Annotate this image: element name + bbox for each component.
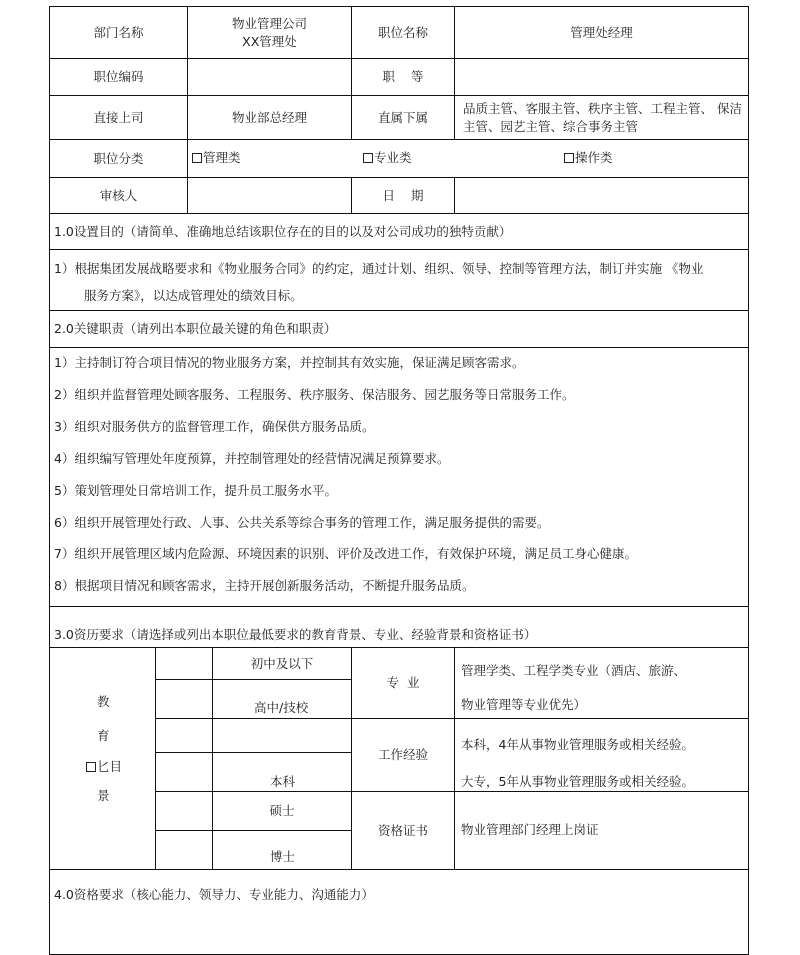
experience-label-cell: [351, 718, 455, 792]
edu-check-cell[interactable]: [155, 718, 213, 753]
code-label: 职位编码: [93, 69, 144, 84]
code-value-cell: [187, 58, 352, 96]
checkbox-icon[interactable]: [564, 153, 574, 163]
edu-level-cell: [212, 791, 352, 831]
section3-title: 3.0资历要求（请选择或列出本职位最低要求的教育背景、专业、经验背景和资格证书）: [54, 627, 537, 642]
experience-value-line2: 大专，5年从事物业管理服务或相关经验。: [461, 774, 694, 789]
section1-line2: 服务方案》，以达成管理处的绩效目标。: [84, 288, 303, 303]
duty-item: 8）根据项目情况和顾客需求，主持开展创新服务活动，不断提升服务品质。: [54, 578, 475, 593]
edu-level-cell: [212, 647, 352, 680]
superior-value: 物业部总经理: [231, 109, 307, 125]
position-name-label: 职位名称: [377, 24, 428, 40]
section2-title: 2.0关键职责（请列出本职位最关键的角色和职责）: [54, 321, 337, 336]
section2-content-cell: [49, 347, 749, 607]
position-name-label-cell: [351, 6, 455, 59]
code-label-cell: [49, 58, 188, 96]
category-operation: 操作类: [564, 150, 613, 166]
category-label-cell: [49, 139, 188, 178]
superior-label-cell: [49, 95, 188, 140]
edu-level-cell: [212, 830, 352, 870]
education-label-char: 育: [97, 728, 110, 743]
edu-level-cell: [212, 752, 352, 792]
certificate-value-cell: [454, 791, 749, 870]
grade-label-cell: [351, 58, 455, 96]
grade-value-cell: [454, 58, 749, 96]
section1-content-cell: [49, 249, 749, 311]
major-label: 专 业: [386, 675, 420, 690]
certificate-label: 资格证书: [377, 822, 428, 838]
edu-level-label: 博士: [270, 849, 296, 864]
edu-level-cell-empty: [212, 718, 352, 753]
education-label-char: 教: [97, 694, 110, 709]
section2-title-cell: [49, 310, 749, 348]
date-label: 日 期: [382, 187, 424, 203]
section1-line1: 1）根据集团发展战略要求和《物业服务合同》的约定，通过计划、组织、领导、控制等管理方法，制订并实施 《物业: [54, 261, 704, 276]
section4-title: 4.0资格要求（核心能力、领导力、专业能力、沟通能力）: [54, 887, 374, 902]
section4-title-cell: [49, 869, 749, 955]
certificate-value: 物业管理部门经理上岗证: [461, 822, 599, 837]
dept-value-cell: [187, 6, 352, 59]
education-label-cell: [49, 647, 156, 870]
position-name-value-cell: [454, 6, 749, 59]
duty-item: 6）组织开展管理处行政、人事、公共关系等综合事务的管理工作，满足服务提供的需要。: [54, 515, 550, 530]
edu-level-label: 本科: [270, 774, 296, 789]
date-label-cell: [351, 177, 455, 214]
reviewer-label-cell: [49, 177, 188, 214]
reviewer-label: 审核人: [99, 187, 138, 203]
category-management: 管理类: [192, 150, 241, 166]
superior-label: 直接上司: [93, 109, 144, 125]
subordinate-label: 直属下属: [377, 109, 428, 125]
edu-check-cell[interactable]: [155, 791, 213, 831]
education-label-char: 匕目: [86, 759, 122, 775]
category-label: 职位分类: [93, 150, 144, 166]
edu-check-cell[interactable]: [155, 647, 213, 680]
edu-check-cell[interactable]: [155, 752, 213, 792]
major-value-cell: [454, 647, 749, 719]
certificate-label-cell: [351, 791, 455, 870]
dept-label: 部门名称: [93, 24, 144, 40]
experience-value-cell: [454, 718, 749, 792]
duty-item: 1）主持制订符合项目情况的物业服务方案，并控制其有效实施，保证满足顾客需求。: [54, 355, 525, 370]
section3-title-cell: [49, 606, 749, 648]
subordinate-value: 品质主管、客服主管、秩序主管、工程主管、 保洁主管、园艺主管、综合事务主管: [463, 100, 742, 134]
major-label-cell: [351, 647, 455, 719]
duty-item: 4）组织编写管理处年度预算，并控制管理处的经营情况满足预算要求。: [54, 451, 450, 466]
edu-level-label: 初中及以下: [250, 655, 314, 671]
dept-value-line1: 物业管理公司: [231, 15, 307, 31]
edu-level-label: 高中/技校: [254, 700, 309, 715]
edu-check-cell[interactable]: [155, 830, 213, 870]
checkbox-icon[interactable]: [363, 153, 373, 163]
superior-value-cell: [187, 95, 352, 140]
major-value-line1: 管理学类、工程学类专业（酒店、旅游、: [461, 663, 687, 678]
checkbox-icon[interactable]: [192, 153, 202, 163]
edu-level-label: 硕士: [269, 803, 295, 818]
category-professional: 专业类: [363, 150, 412, 166]
checkbox-icon[interactable]: [86, 762, 96, 772]
grade-label: 职 等: [382, 69, 424, 84]
section1-title-cell: [49, 213, 749, 250]
experience-value-line1: 本科，4年从事物业管理服务或相关经验。: [461, 737, 694, 752]
category-value-cell: [187, 139, 749, 178]
reviewer-value-cell: [187, 177, 352, 214]
duty-item: 3）组织对服务供方的监督管理工作，确保供方服务品质。: [54, 419, 375, 434]
dept-label-cell: [49, 6, 188, 59]
duty-item: 5）策划管理处日常培训工作，提升员工服务水平。: [54, 483, 337, 498]
edu-check-cell[interactable]: [155, 679, 213, 719]
position-name-value: 管理处经理: [570, 24, 633, 40]
section1-title: 1.0设置目的（请简单、准确地总结该职位存在的目的以及对公司成功的独特贡献）: [54, 224, 512, 239]
duty-item: 7）组织开展管理区域内危险源、环境因素的识别、评价及改进工作，有效保护环境，满足员工身心健康。: [54, 546, 637, 561]
education-label-char: 景: [97, 788, 110, 803]
dept-value-line2: XX管理处: [242, 33, 297, 49]
subordinate-label-cell: [351, 95, 455, 140]
duty-item: 2）组织并监督管理处顾客服务、工程服务、秩序服务、保洁服务、园艺服务等日常服务工作。: [54, 387, 575, 402]
experience-label: 工作经验: [377, 747, 428, 762]
edu-level-cell: [212, 679, 352, 719]
subordinate-value-cell: [454, 95, 749, 140]
date-value-cell: [454, 177, 749, 214]
major-value-line2: 物业管理等专业优先）: [461, 697, 587, 712]
